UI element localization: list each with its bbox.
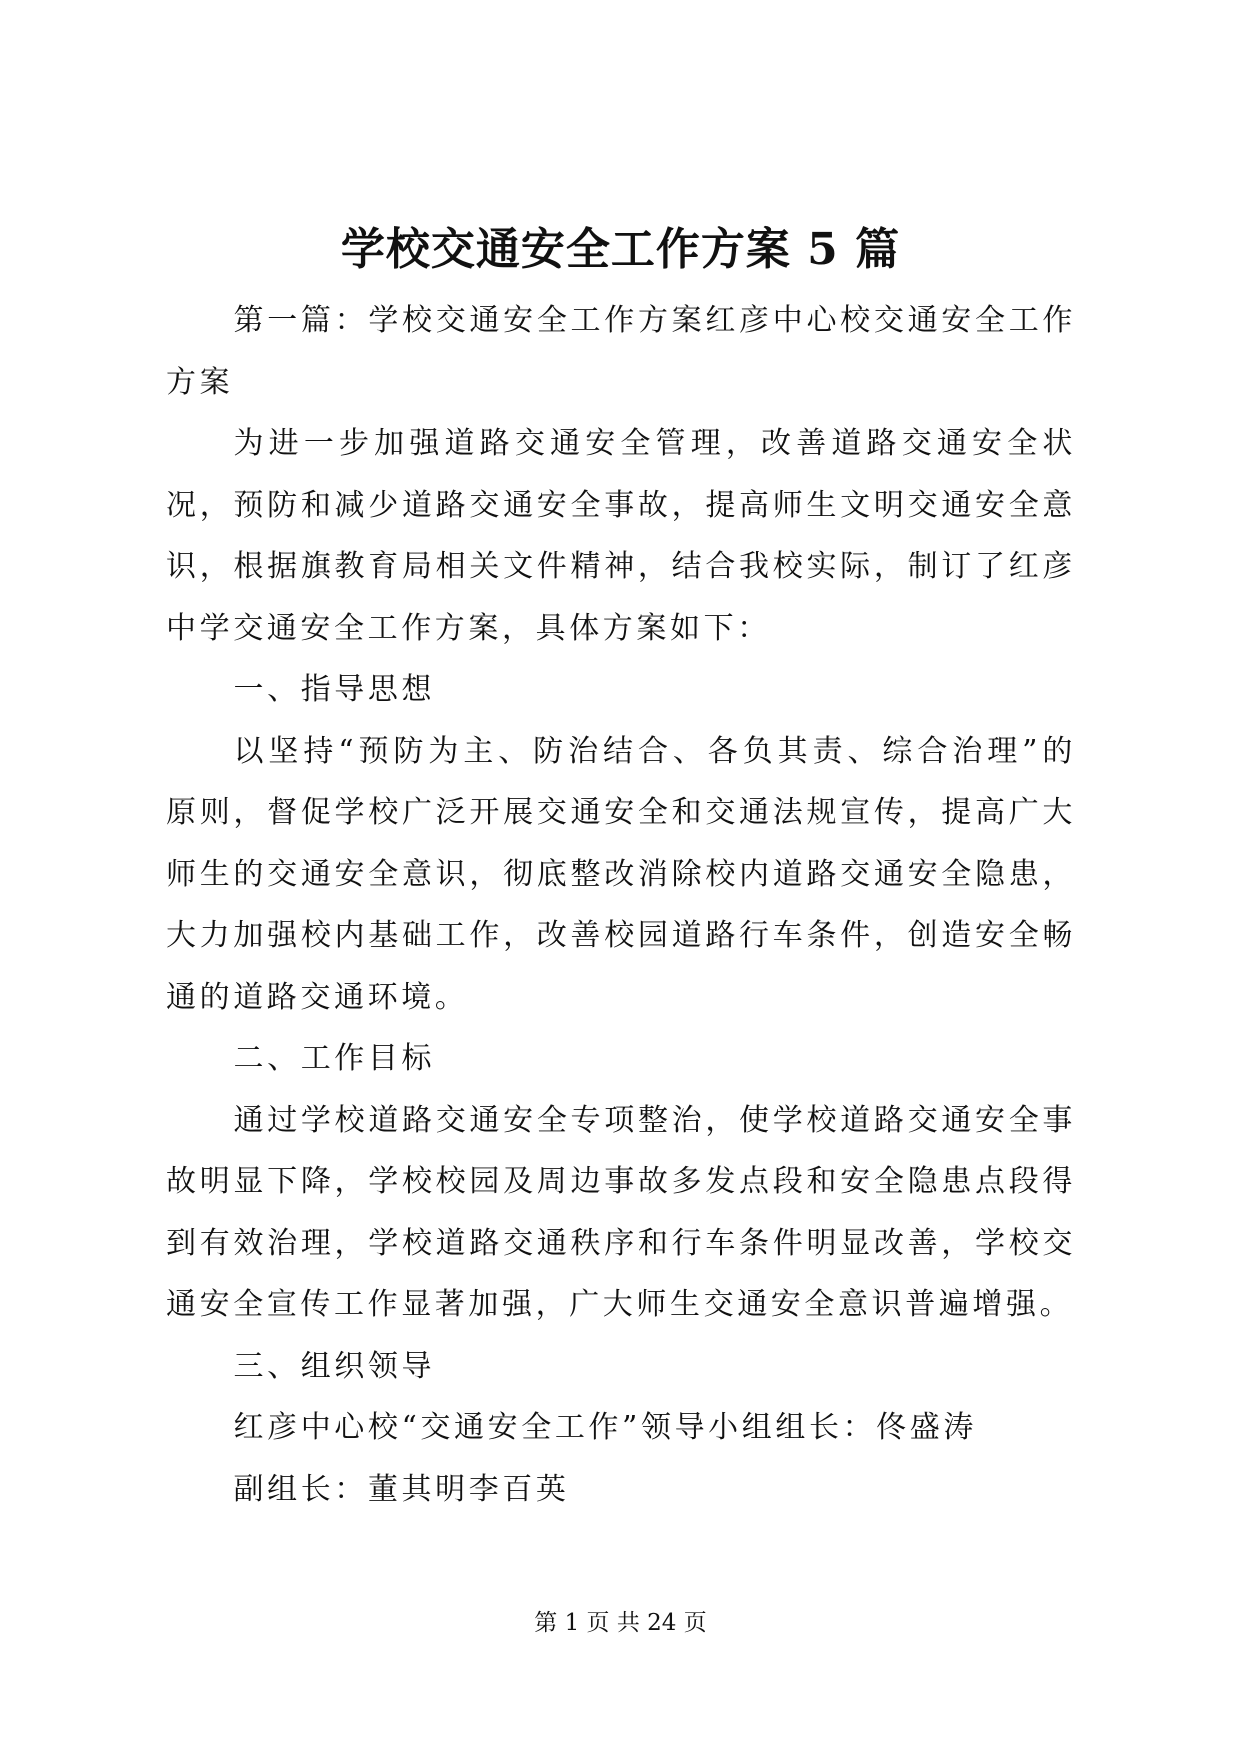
paragraph-purpose: 为进一步加强道路交通安全管理，改善道路交通安全状况，预防和减少道路交通安全事故，提高师生文明交通安全意识，根据旗教育局相关文件精神，结合我校实际，制订了红彦中学交通安全工作方案，具体方案如下：	[166, 426, 1076, 646]
page-footer: 第 1 页 共 24 页	[534, 1610, 707, 1636]
document-body	[166, 290, 1076, 1520]
paragraph-group-leader: 红彦中心校“交通安全工作”领导小组组长：佟盛涛	[233, 1410, 977, 1445]
document-title: 学校交通安全工作方案 5 篇	[340, 224, 901, 275]
paragraph-deputy-leader: 副组长：董其明李百英	[233, 1471, 570, 1507]
paragraph-intro-heading: 第一篇：学校交通安全工作方案红彦中心校交通安全工作方案	[166, 303, 1076, 400]
section-heading-organization: 三、组织领导	[233, 1348, 436, 1384]
paragraph-guiding-ideology: 以坚持“预防为主、防治结合、各负其责、综合治理”的原则，督促学校广泛开展交通安全和交通法规宣传，提高广大师生的交通安全意识，彻底整改消除校内道路交通安全隐患，大力加强校内基础工作，改善校园道路行车条件，创造安全畅通的道路交通环境。	[166, 733, 1076, 1015]
paragraph-work-goals: 通过学校道路交通安全专项整治，使学校道路交通安全事故明显下降，学校校园及周边事故多发点段和安全隐患点段得到有效治理，学校道路交通秩序和行车条件明显改善，学校交通安全宣传工作显著加强，广大师生交通安全意识普遍增强。	[166, 1102, 1076, 1322]
section-heading-guiding-ideology: 一、指导思想	[233, 672, 436, 707]
section-heading-work-goals: 二、工作目标	[233, 1041, 436, 1076]
